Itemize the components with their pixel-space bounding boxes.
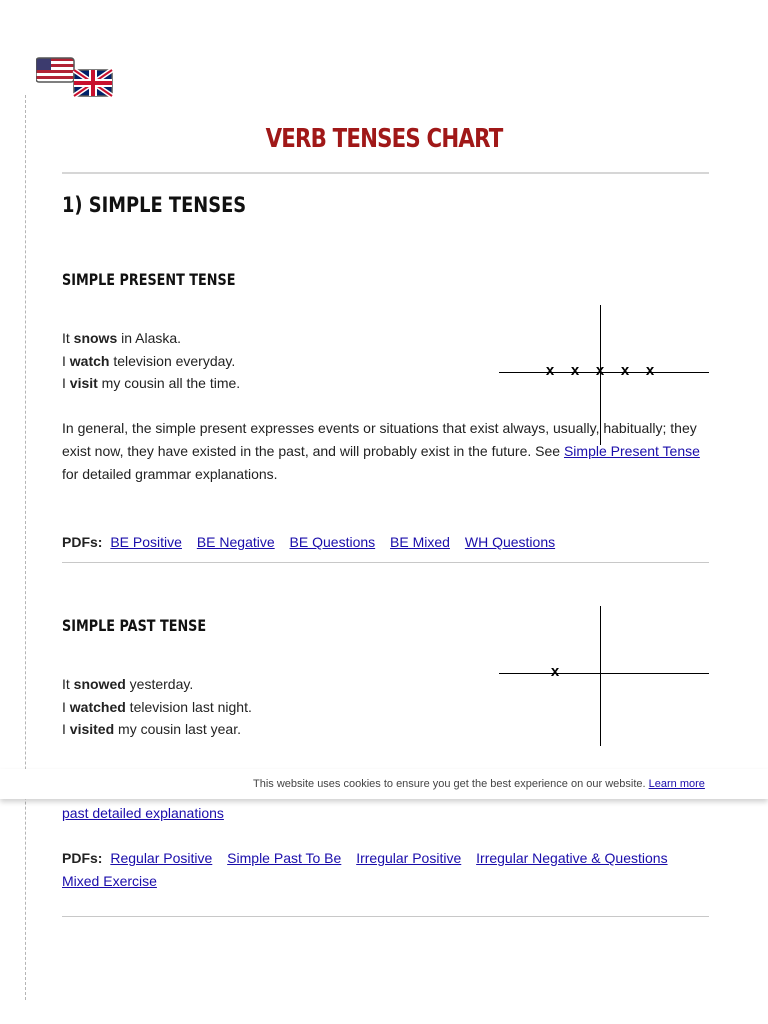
pdfs-label: PDFs: (62, 534, 103, 550)
example-sentence: It snowed yesterday. (62, 676, 194, 692)
pdfs-label: PDFs: (62, 850, 103, 866)
example-sentence: I watch television everyday. (62, 352, 236, 369)
divider (62, 562, 709, 563)
divider (62, 916, 709, 917)
timeline-axis (499, 673, 709, 674)
cookie-banner-text: This website uses cookies to ensure you get the best experience on our website. (253, 778, 646, 790)
simple-present-examples (62, 327, 240, 395)
pdf-link-regular-positive[interactable]: Regular Positive (110, 850, 213, 866)
example-sentence: I watched television last night. (62, 698, 252, 715)
timeline-x-mark: x (550, 663, 560, 680)
timeline-now-marker (600, 606, 601, 746)
pdf-link-irregular-negative-questions[interactable]: Irregular Negative & Questions (476, 850, 668, 866)
timeline-x-mark: x (545, 362, 555, 379)
example-sentence: I visited my cousin last year. (62, 721, 241, 737)
cookie-banner (0, 769, 768, 799)
simple-present-description: In general, the simple present expresses events or situations that exist always, usually, habitually; they exist now, they have existed in the past, and will probably exist in the future. See Simple Present Tense for detailed grammar explanations. (62, 420, 700, 482)
page-title: VERB TENSES CHART (265, 124, 503, 154)
pdf-link-irregular-positive[interactable]: Irregular Positive (356, 850, 462, 866)
example-sentence: It snows in Alaska. (62, 330, 182, 346)
simple-present-pdfs (62, 531, 566, 554)
pdf-link-be-negative[interactable]: BE Negative (196, 534, 275, 550)
timeline-x-mark: x (620, 362, 630, 379)
simple-past-heading: SIMPLE PAST TENSE (62, 616, 207, 635)
left-dashed-rule (25, 95, 26, 1000)
simple-past-explanations-link[interactable]: past detailed explanations (62, 805, 224, 821)
example-sentence: I visit my cousin all the time. (62, 375, 241, 391)
simple-past-timeline (499, 606, 709, 746)
pdf-link-wh-questions[interactable]: WH Questions (464, 534, 556, 550)
simple-present-tense-link[interactable]: Simple Present Tense (563, 443, 700, 459)
simple-present-heading: SIMPLE PRESENT TENSE (62, 270, 236, 289)
pdf-link-be-questions[interactable]: BE Questions (289, 534, 376, 550)
timeline-x-mark: x (595, 362, 605, 379)
pdf-link-mixed-exercise[interactable]: Mixed Exercise (62, 873, 157, 889)
timeline-x-mark: x (645, 362, 655, 379)
learn-more-link[interactable]: Learn more (648, 778, 705, 790)
simple-past-pdfs (62, 847, 682, 893)
divider (62, 172, 709, 174)
site-logo[interactable] (36, 56, 116, 98)
simple-past-description (62, 802, 722, 825)
pdf-link-be-positive[interactable]: BE Positive (110, 534, 182, 550)
pdf-link-simple-past-to-be[interactable]: Simple Past To Be (227, 850, 342, 866)
simple-past-examples (62, 673, 252, 741)
section-heading: 1) SIMPLE TENSES (62, 193, 247, 217)
pdf-link-be-mixed[interactable]: BE Mixed (390, 534, 450, 550)
timeline-x-mark: x (570, 362, 580, 379)
